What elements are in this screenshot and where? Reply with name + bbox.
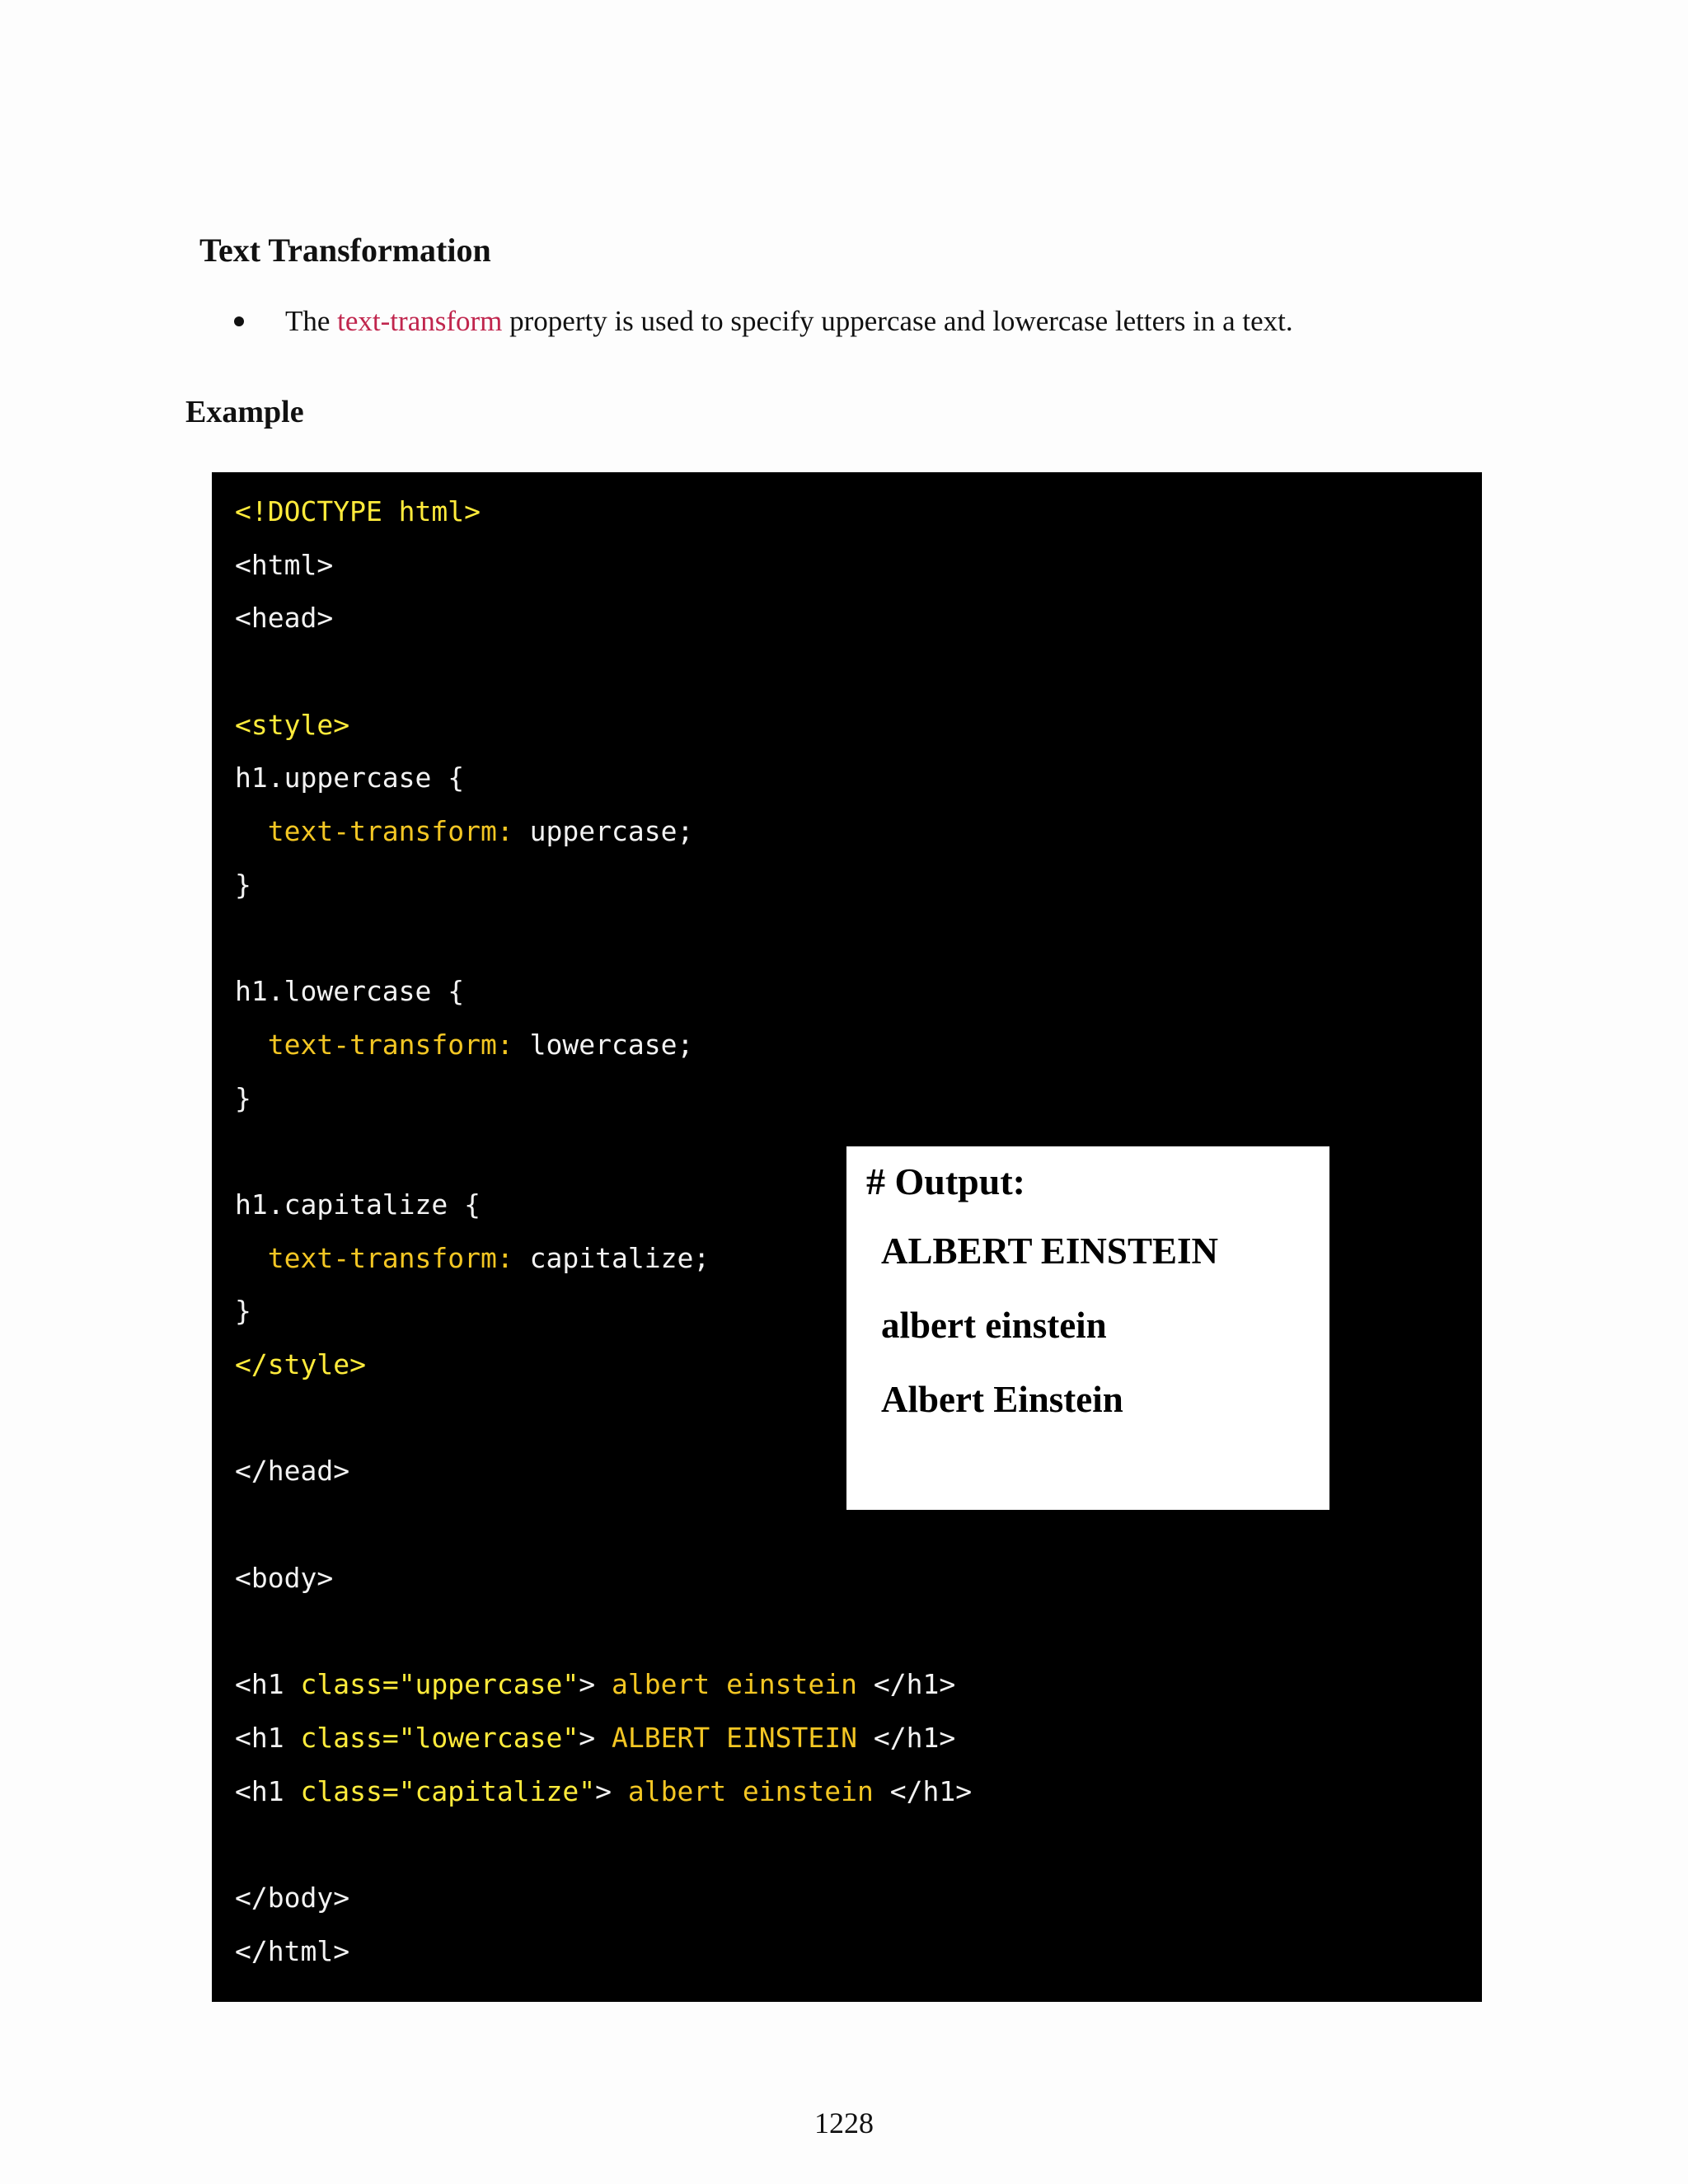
code-token: h1.capitalize { bbox=[235, 1188, 481, 1221]
code-line bbox=[235, 645, 1482, 699]
code-token: class="uppercase" bbox=[300, 1668, 579, 1701]
code-line bbox=[235, 1765, 1482, 1819]
code-token: > bbox=[595, 1774, 628, 1807]
code-token: </h1> bbox=[873, 1774, 973, 1807]
code-token: <h1 bbox=[235, 1668, 301, 1701]
code-line bbox=[235, 1818, 1482, 1872]
code-line bbox=[235, 752, 1482, 805]
code-token: <h1 bbox=[235, 1721, 301, 1754]
code-token: capitalize; bbox=[513, 1241, 710, 1274]
output-box bbox=[846, 1146, 1329, 1510]
code-token: <body> bbox=[235, 1561, 334, 1594]
keyword-text-transform: text-transform bbox=[337, 305, 503, 337]
code-line bbox=[235, 965, 1482, 1019]
code-line bbox=[235, 805, 1482, 859]
output-line-uppercase: ALBERT EINSTEIN bbox=[881, 1230, 1218, 1272]
code-line bbox=[235, 1925, 1482, 1979]
code-token: > bbox=[579, 1668, 612, 1701]
code-token: </head> bbox=[235, 1455, 350, 1488]
code-token: text-transform: bbox=[235, 1241, 513, 1274]
code-token: </h1> bbox=[857, 1721, 956, 1754]
code-token: <!DOCTYPE html> bbox=[235, 495, 481, 527]
code-token: } bbox=[235, 1295, 251, 1328]
code-token: > bbox=[579, 1721, 612, 1754]
code-line bbox=[235, 1072, 1482, 1126]
code-token: uppercase; bbox=[513, 815, 694, 848]
code-token: h1.lowercase { bbox=[235, 975, 465, 1008]
bullet-prefix: The bbox=[285, 305, 338, 337]
code-line bbox=[235, 859, 1482, 912]
code-line bbox=[235, 1605, 1482, 1658]
code-token: </style> bbox=[235, 1348, 366, 1380]
output-title: # Output: bbox=[866, 1160, 1025, 1202]
code-token: <style> bbox=[235, 708, 350, 741]
code-line bbox=[235, 1712, 1482, 1765]
code-line bbox=[235, 1552, 1482, 1605]
code-token: <head> bbox=[235, 602, 334, 635]
code-token: </h1> bbox=[857, 1668, 956, 1701]
example-label: Example bbox=[185, 395, 304, 429]
code-token: <html> bbox=[235, 548, 334, 581]
code-line bbox=[235, 592, 1482, 645]
bullet-suffix: property is used to specify uppercase and lowercase letters in a text. bbox=[502, 305, 1293, 337]
code-line bbox=[235, 485, 1482, 539]
code-line bbox=[235, 912, 1482, 966]
code-token: text-transform: bbox=[235, 1028, 513, 1061]
code-token: albert einstein bbox=[627, 1774, 874, 1807]
section-title: Text Transformation bbox=[199, 232, 491, 269]
code-line bbox=[235, 1872, 1482, 1925]
code-token: <h1 bbox=[235, 1774, 301, 1807]
code-line bbox=[235, 699, 1482, 752]
bullet-dot-icon bbox=[234, 316, 244, 326]
code-token: </body> bbox=[235, 1881, 350, 1914]
bullet-item bbox=[234, 305, 1293, 338]
code-line bbox=[235, 539, 1482, 593]
code-line bbox=[235, 1658, 1482, 1712]
code-token: lowercase; bbox=[513, 1028, 694, 1061]
code-token: } bbox=[235, 868, 251, 901]
code-token: ALBERT EINSTEIN bbox=[612, 1721, 858, 1754]
code-token: albert einstein bbox=[612, 1668, 858, 1701]
code-token: class="capitalize" bbox=[300, 1774, 596, 1807]
code-line bbox=[235, 1019, 1482, 1072]
page-number: 1228 bbox=[814, 2107, 874, 2139]
code-token: text-transform: bbox=[235, 815, 513, 848]
output-line-lowercase: albert einstein bbox=[881, 1305, 1107, 1346]
code-token: h1.uppercase { bbox=[235, 762, 465, 794]
code-token: class="lowercase" bbox=[300, 1721, 579, 1754]
output-line-capitalize: Albert Einstein bbox=[881, 1379, 1123, 1420]
code-token: } bbox=[235, 1081, 251, 1114]
bullet-text bbox=[285, 305, 1293, 338]
code-token: </html> bbox=[235, 1934, 350, 1967]
